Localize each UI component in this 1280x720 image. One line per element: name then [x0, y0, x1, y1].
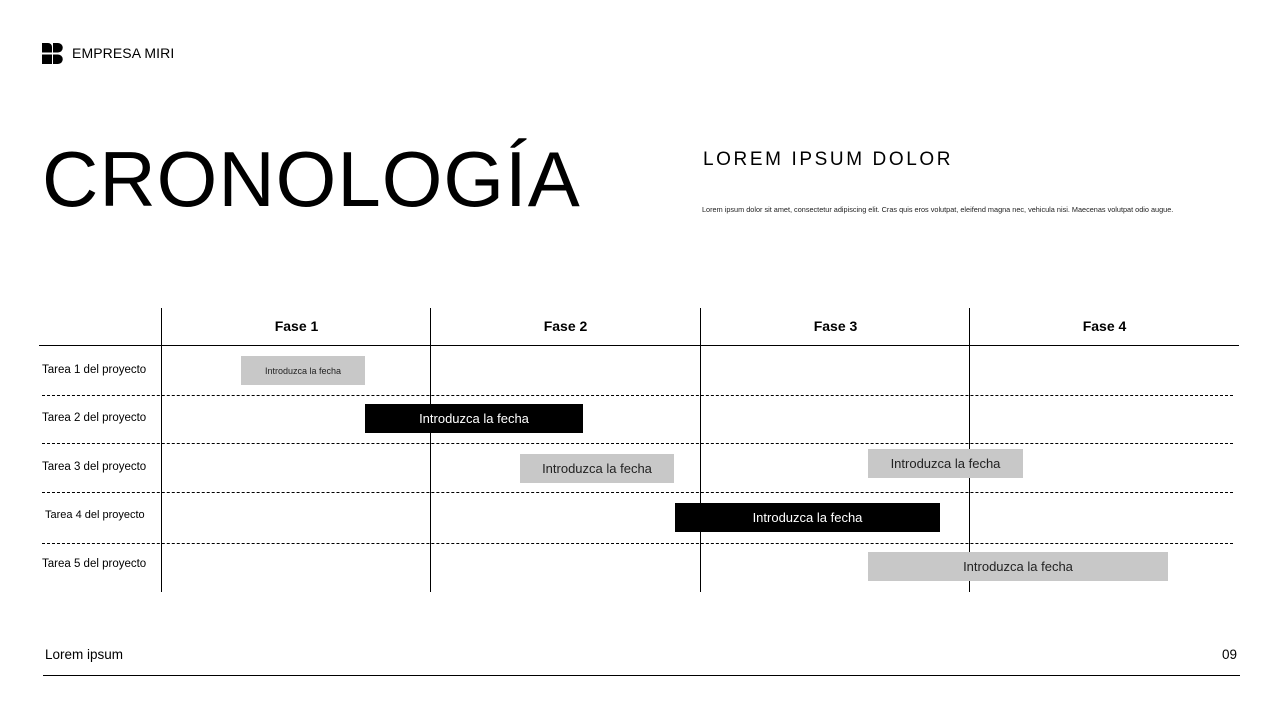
footer-divider: [43, 675, 1240, 676]
task-label: Tarea 4 del proyecto: [45, 509, 145, 521]
task-label: Tarea 5 del proyecto: [42, 558, 147, 570]
company-name: EMPRESA MIRI: [72, 45, 175, 61]
phase-header: Fase 4: [1082, 318, 1127, 334]
grid-line: [430, 308, 431, 592]
timeline-bar[interactable]: Introduzca la fecha: [365, 404, 583, 433]
grid-line: [700, 308, 701, 592]
company-logo-icon: [42, 43, 63, 64]
task-label: Tarea 3 del proyecto: [42, 461, 147, 473]
row-divider: [42, 492, 1233, 493]
phase-header: Fase 2: [543, 318, 588, 334]
row-divider: [42, 395, 1233, 396]
grid-line: [161, 308, 162, 592]
description-text: Lorem ipsum dolor sit amet, consectetur adipiscing elit. Cras quis eros volutpat, eleifend magna nec, vehicula nisi. Maecenas volutpat odio augue.: [702, 205, 1174, 214]
row-divider: [42, 443, 1233, 444]
phase-header: Fase 3: [813, 318, 858, 334]
timeline-bar[interactable]: Introduzca la fecha: [868, 449, 1023, 478]
section-subtitle: LOREM IPSUM DOLOR: [703, 149, 954, 170]
header-divider: [39, 345, 1239, 346]
task-label: Tarea 1 del proyecto: [42, 364, 147, 376]
timeline-bar[interactable]: Introduzca la fecha: [241, 356, 365, 385]
row-divider: [42, 543, 1233, 544]
task-label: Tarea 2 del proyecto: [42, 412, 147, 424]
phase-header: Fase 1: [274, 318, 319, 334]
timeline-bar[interactable]: Introduzca la fecha: [520, 454, 674, 483]
page-title: CRONOLOGÍA: [42, 135, 581, 223]
timeline-bar[interactable]: Introduzca la fecha: [868, 552, 1168, 581]
footer-text: Lorem ipsum: [45, 647, 124, 662]
timeline-bar[interactable]: Introduzca la fecha: [675, 503, 940, 532]
page-number: 09: [1221, 647, 1237, 662]
